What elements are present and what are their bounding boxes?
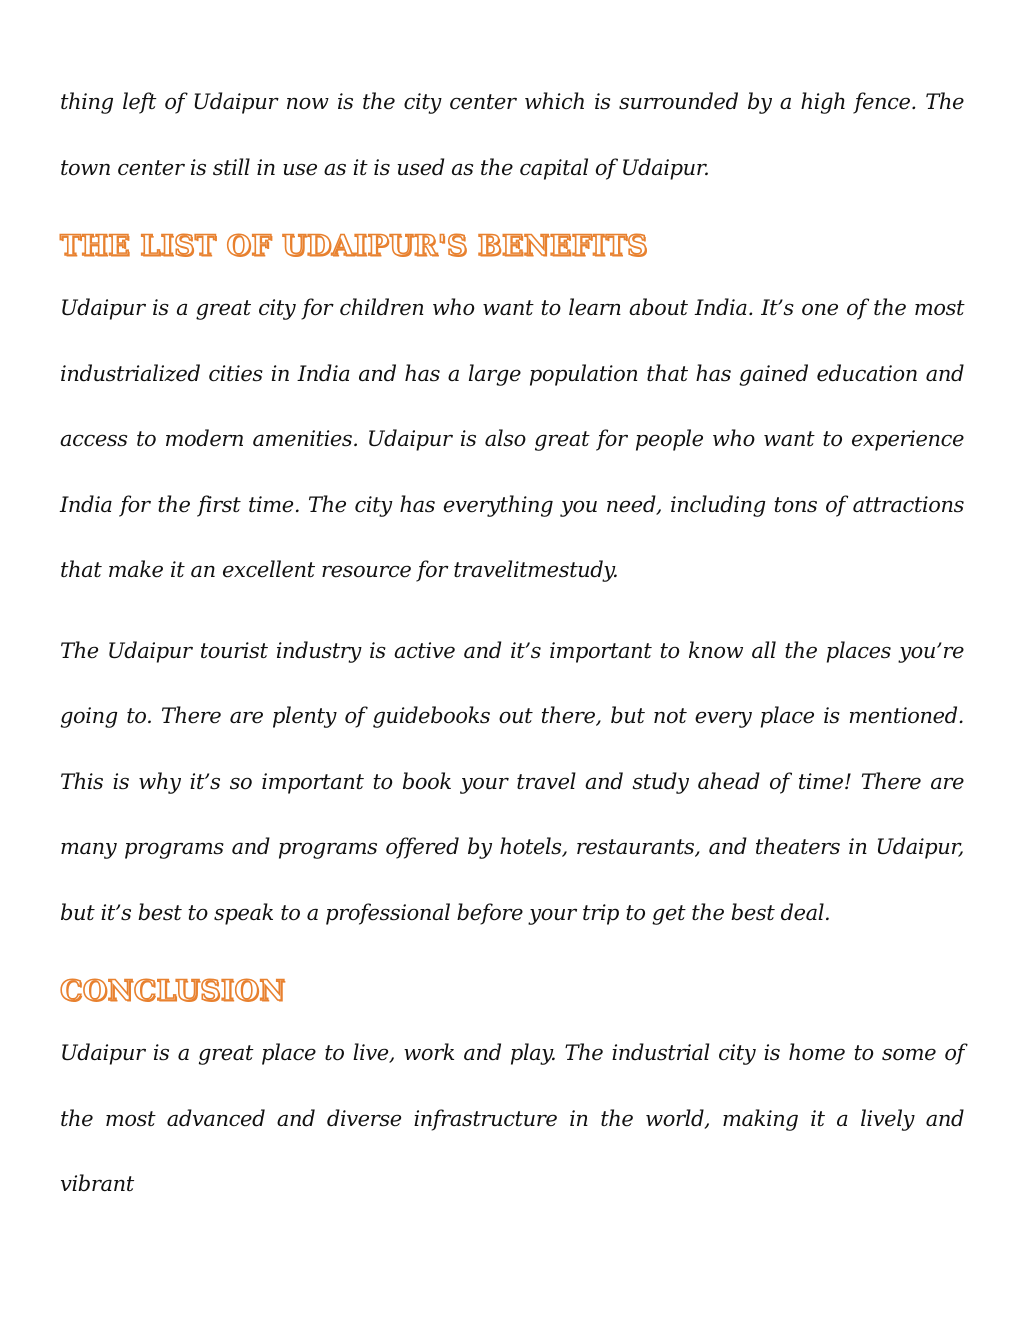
spacer	[60, 604, 964, 619]
spacer	[60, 201, 964, 216]
heading-conclusion: CONCLUSION	[60, 974, 286, 1007]
intro-paragraph: thing left of Udaipur now is the city center which is surrounded by a high fence. The town center is still in use as it is used as the capital of Udaipur.	[60, 90, 964, 180]
benefits-paragraph-1: Udaipur is a great city for children who want to learn about India. It’s one of the most industrialized cities in India and has a large population that has gained education and access to modern amenities. Udaipur is also great for people who want to experience India for the first time. The city has everything you need, including tons of attractions that make it an excellent resource for travelitmestudy.	[60, 296, 964, 582]
benefits-paragraph-2: The Udaipur tourist industry is active and it’s important to know all the places you’re going to. There are plenty of guidebooks out there, but not every place is mentioned. This is why it’s so important to book your travel and study ahead of time! There are many programs and programs offered by hotels, restaurants, and theaters in Udaipur, but it’s best to speak to a professional before your trip to get the best deal.	[60, 638, 964, 925]
heading-benefits: THE LIST OF UDAIPUR'S BENEFITS	[60, 229, 648, 262]
conclusion-paragraph: Udaipur is a great place to live, work and play. The industrial city is home to some of the most advanced and diverse infrastructure in the world, making it a lively and vibrant	[60, 1041, 964, 1196]
document-body	[60, 70, 964, 1218]
spacer	[60, 946, 964, 961]
